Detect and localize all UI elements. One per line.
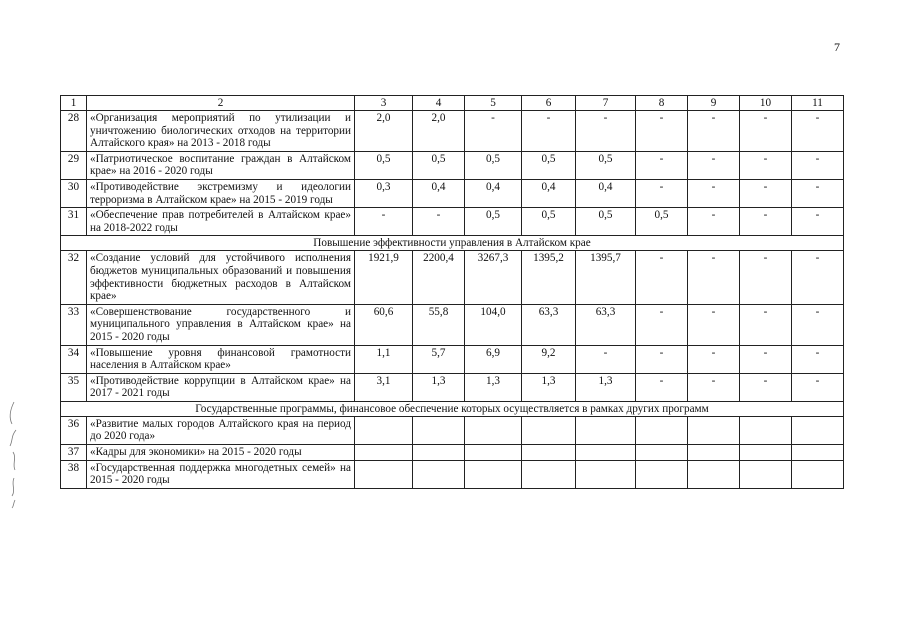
value-cell: - <box>688 151 740 179</box>
value-cell: - <box>688 111 740 152</box>
table-body <box>61 111 844 489</box>
table-row <box>61 445 844 461</box>
value-cell: - <box>740 251 792 304</box>
value-cell: 0,4 <box>413 179 465 207</box>
program-name: «Совершенствование государственного и муниципального управления в Алтайском крае» на 2015 - 2020 годы <box>87 304 355 345</box>
value-cell: 0,4 <box>576 179 636 207</box>
table-row <box>61 345 844 373</box>
value-cell: 0,5 <box>413 151 465 179</box>
section-row <box>61 236 844 251</box>
column-header: 8 <box>636 96 688 111</box>
column-header: 9 <box>688 96 740 111</box>
value-cell <box>688 460 740 488</box>
value-cell: 2,0 <box>413 111 465 152</box>
value-cell: 0,5 <box>576 151 636 179</box>
value-cell: 60,6 <box>355 304 413 345</box>
value-cell: 63,3 <box>522 304 576 345</box>
value-cell: - <box>688 373 740 401</box>
value-cell: - <box>792 251 844 304</box>
value-cell: 1395,2 <box>522 251 576 304</box>
value-cell: 0,3 <box>355 179 413 207</box>
value-cell: 1,3 <box>576 373 636 401</box>
value-cell <box>792 445 844 461</box>
value-cell: - <box>636 179 688 207</box>
program-name: «Государственная поддержка многодетных семей» на 2015 - 2020 годы <box>87 460 355 488</box>
value-cell: - <box>688 179 740 207</box>
value-cell <box>576 416 636 444</box>
value-cell: - <box>576 111 636 152</box>
value-cell: 0,5 <box>522 208 576 236</box>
value-cell: - <box>636 151 688 179</box>
program-name: «Патриотическое воспитание граждан в Алтайском крае» на 2016 - 2020 годы <box>87 151 355 179</box>
program-name: «Кадры для экономики» на 2015 - 2020 годы <box>87 445 355 461</box>
row-number: 33 <box>61 304 87 345</box>
program-name: «Организация мероприятий по утилизации и уничтожению биологических отходов на территории Алтайского края» на 2013 - 2018 годы <box>87 111 355 152</box>
value-cell: 1,3 <box>413 373 465 401</box>
value-cell: - <box>740 151 792 179</box>
value-cell: 1,1 <box>355 345 413 373</box>
value-cell <box>636 460 688 488</box>
value-cell: 1395,7 <box>576 251 636 304</box>
row-number: 32 <box>61 251 87 304</box>
value-cell <box>740 445 792 461</box>
value-cell: 0,5 <box>522 151 576 179</box>
table-row <box>61 416 844 444</box>
page-number: 7 <box>834 40 840 54</box>
header-row <box>61 96 844 111</box>
table-row <box>61 460 844 488</box>
value-cell: 5,7 <box>413 345 465 373</box>
value-cell: 1,3 <box>465 373 522 401</box>
value-cell: - <box>792 111 844 152</box>
value-cell: - <box>792 373 844 401</box>
value-cell <box>688 416 740 444</box>
value-cell <box>413 416 465 444</box>
table-row <box>61 373 844 401</box>
value-cell: 55,8 <box>413 304 465 345</box>
value-cell: - <box>688 345 740 373</box>
value-cell: 2,0 <box>355 111 413 152</box>
value-cell: 3,1 <box>355 373 413 401</box>
value-cell <box>355 445 413 461</box>
value-cell: 0,5 <box>636 208 688 236</box>
value-cell: 1921,9 <box>355 251 413 304</box>
value-cell: - <box>636 111 688 152</box>
program-name: «Создание условий для устойчивого исполнения бюджетов муниципальных образований и повышения эффективности бюджетных расходов в Алтайском крае» <box>87 251 355 304</box>
value-cell <box>465 445 522 461</box>
value-cell: - <box>740 345 792 373</box>
column-header: 3 <box>355 96 413 111</box>
row-number: 34 <box>61 345 87 373</box>
value-cell: - <box>740 373 792 401</box>
program-name: «Обеспечение прав потребителей в Алтайском крае» на 2018-2022 годы <box>87 208 355 236</box>
value-cell <box>576 445 636 461</box>
value-cell: - <box>576 345 636 373</box>
value-cell <box>792 460 844 488</box>
value-cell: - <box>636 345 688 373</box>
section-title: Государственные программы, финансовое обеспечение которых осуществляется в рамках других программ <box>61 401 844 416</box>
table-row <box>61 111 844 152</box>
row-number: 30 <box>61 179 87 207</box>
value-cell: - <box>522 111 576 152</box>
value-cell: - <box>740 208 792 236</box>
value-cell: - <box>636 251 688 304</box>
value-cell: - <box>355 208 413 236</box>
row-number: 36 <box>61 416 87 444</box>
value-cell: 63,3 <box>576 304 636 345</box>
program-name: «Противодействие коррупции в Алтайском крае» на 2017 - 2021 годы <box>87 373 355 401</box>
section-row <box>61 401 844 416</box>
value-cell <box>465 416 522 444</box>
column-header: 7 <box>576 96 636 111</box>
value-cell <box>355 416 413 444</box>
row-number: 37 <box>61 445 87 461</box>
value-cell: 1,3 <box>522 373 576 401</box>
value-cell: - <box>465 111 522 152</box>
row-number: 28 <box>61 111 87 152</box>
value-cell: - <box>688 208 740 236</box>
value-cell: 2200,4 <box>413 251 465 304</box>
column-header: 11 <box>792 96 844 111</box>
value-cell: - <box>636 373 688 401</box>
value-cell: - <box>792 151 844 179</box>
value-cell: 0,5 <box>465 151 522 179</box>
program-name: «Противодействие экстремизму и идеологии терроризма в Алтайском крае» на 2015 - 2019 годы <box>87 179 355 207</box>
table-row <box>61 251 844 304</box>
value-cell: - <box>740 179 792 207</box>
value-cell: - <box>688 251 740 304</box>
value-cell: 104,0 <box>465 304 522 345</box>
value-cell: 0,5 <box>576 208 636 236</box>
value-cell: - <box>792 179 844 207</box>
row-number: 29 <box>61 151 87 179</box>
margin-handwriting-mark <box>4 400 26 510</box>
value-cell <box>413 460 465 488</box>
program-name: «Повышение уровня финансовой грамотности населения в Алтайском крае» <box>87 345 355 373</box>
table-row <box>61 304 844 345</box>
value-cell <box>465 460 522 488</box>
value-cell <box>740 416 792 444</box>
value-cell: 3267,3 <box>465 251 522 304</box>
value-cell: - <box>740 111 792 152</box>
value-cell <box>636 445 688 461</box>
row-number: 38 <box>61 460 87 488</box>
value-cell: 0,5 <box>465 208 522 236</box>
value-cell <box>576 460 636 488</box>
programs-table <box>60 95 844 489</box>
table-row <box>61 208 844 236</box>
value-cell: - <box>740 304 792 345</box>
section-title: Повышение эффективности управления в Алтайском крае <box>61 236 844 251</box>
column-header: 6 <box>522 96 576 111</box>
value-cell: 0,4 <box>522 179 576 207</box>
table-row <box>61 151 844 179</box>
column-header: 10 <box>740 96 792 111</box>
column-header: 4 <box>413 96 465 111</box>
program-name: «Развитие малых городов Алтайского края на период до 2020 года» <box>87 416 355 444</box>
value-cell: 9,2 <box>522 345 576 373</box>
value-cell <box>355 460 413 488</box>
column-header: 5 <box>465 96 522 111</box>
value-cell: - <box>792 304 844 345</box>
column-header: 1 <box>61 96 87 111</box>
value-cell <box>522 460 576 488</box>
value-cell: - <box>413 208 465 236</box>
value-cell: - <box>792 345 844 373</box>
value-cell <box>740 460 792 488</box>
table-row <box>61 179 844 207</box>
value-cell <box>792 416 844 444</box>
value-cell: 6,9 <box>465 345 522 373</box>
column-header: 2 <box>87 96 355 111</box>
value-cell: - <box>636 304 688 345</box>
row-number: 35 <box>61 373 87 401</box>
value-cell: 0,4 <box>465 179 522 207</box>
value-cell <box>522 416 576 444</box>
value-cell <box>636 416 688 444</box>
value-cell: - <box>792 208 844 236</box>
value-cell: - <box>688 304 740 345</box>
value-cell <box>688 445 740 461</box>
row-number: 31 <box>61 208 87 236</box>
value-cell <box>413 445 465 461</box>
value-cell: 0,5 <box>355 151 413 179</box>
value-cell <box>522 445 576 461</box>
